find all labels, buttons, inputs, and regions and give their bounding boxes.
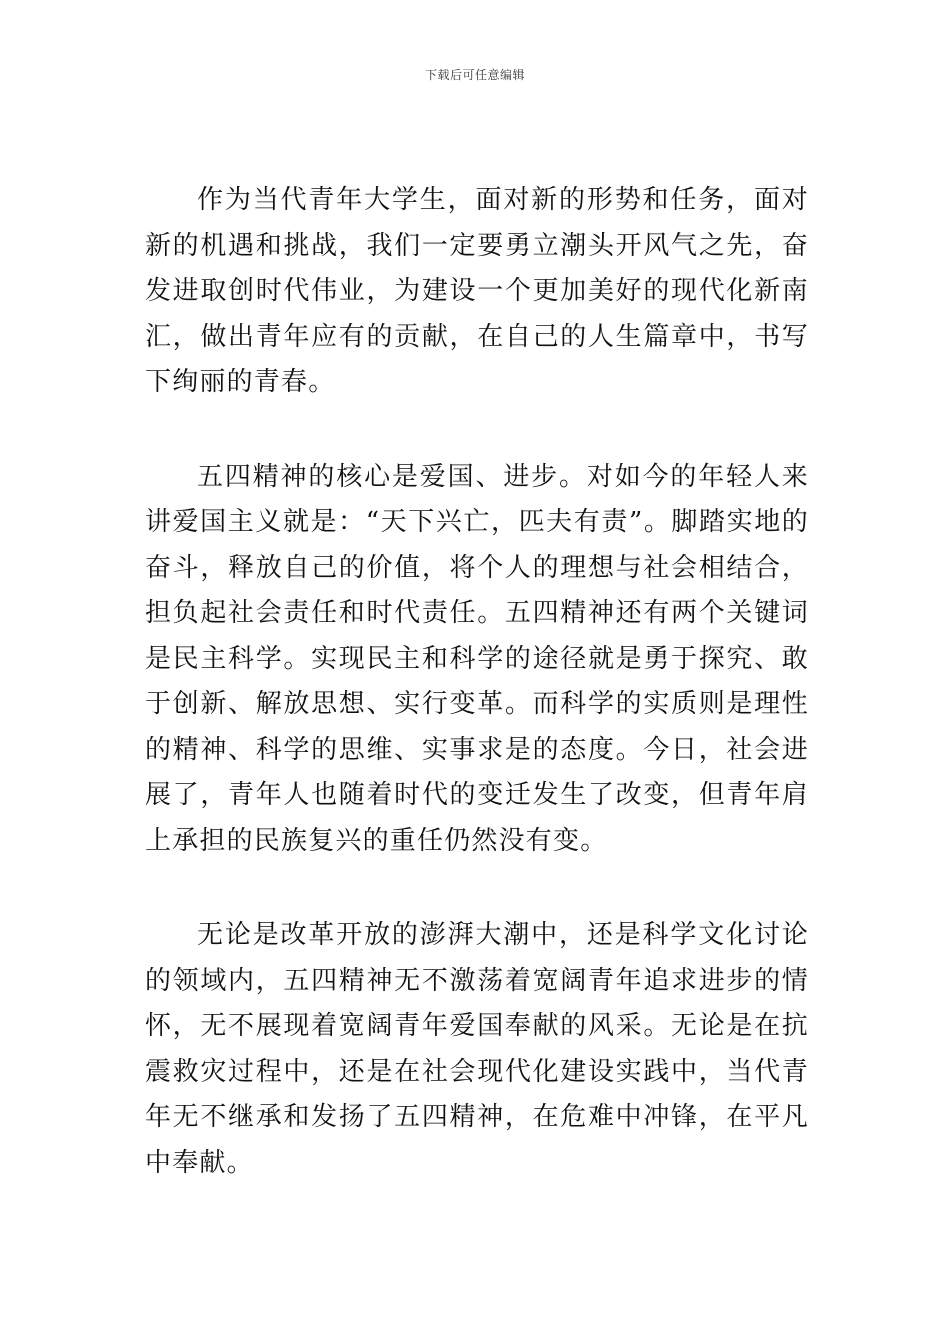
paragraph-2: 五四精神的核心是爱国、进步。对如今的年轻人来讲爱国主义就是：“天下兴亡，匹夫有责”。脚踏实地的奋斗，释放自己的价值，将个人的理想与社会相结合，担负起社会责任和时代责任。五四精神还有两个关键词是民主科学。实现民主和科学的途径就是勇于探究、敢于创新、解放思想、实行变革。而科学的实质则是理性的精神、科学的思维、实事求是的态度。今日，社会进展了，青年人也随着时代的变迁发生了改变，但青年肩上承担的民族复兴的重任仍然没有变。 [145, 461, 809, 856]
paragraph-3: 无论是改革开放的澎湃大潮中，还是科学文化讨论的领域内，五四精神无不激荡着宽阔青年追求进步的情怀，无不展现着宽阔青年爱国奉献的风采。无论是在抗震救灾过程中，还是在社会现代化建设实践中，当代青年无不继承和发扬了五四精神，在危难中冲锋，在平凡中奉献。 [145, 920, 809, 1178]
header-note: 下载后可任意编辑 [424, 68, 525, 82]
document-body [145, 178, 809, 1186]
paragraph-1: 作为当代青年大学生，面对新的形势和任务，面对新的机遇和挑战，我们一定要勇立潮头开风气之先，奋发进取创时代伟业，为建设一个更加美好的现代化新南汇，做出青年应有的贡献，在自己的人生篇章中，书写下绚丽的青春。 [145, 185, 809, 397]
